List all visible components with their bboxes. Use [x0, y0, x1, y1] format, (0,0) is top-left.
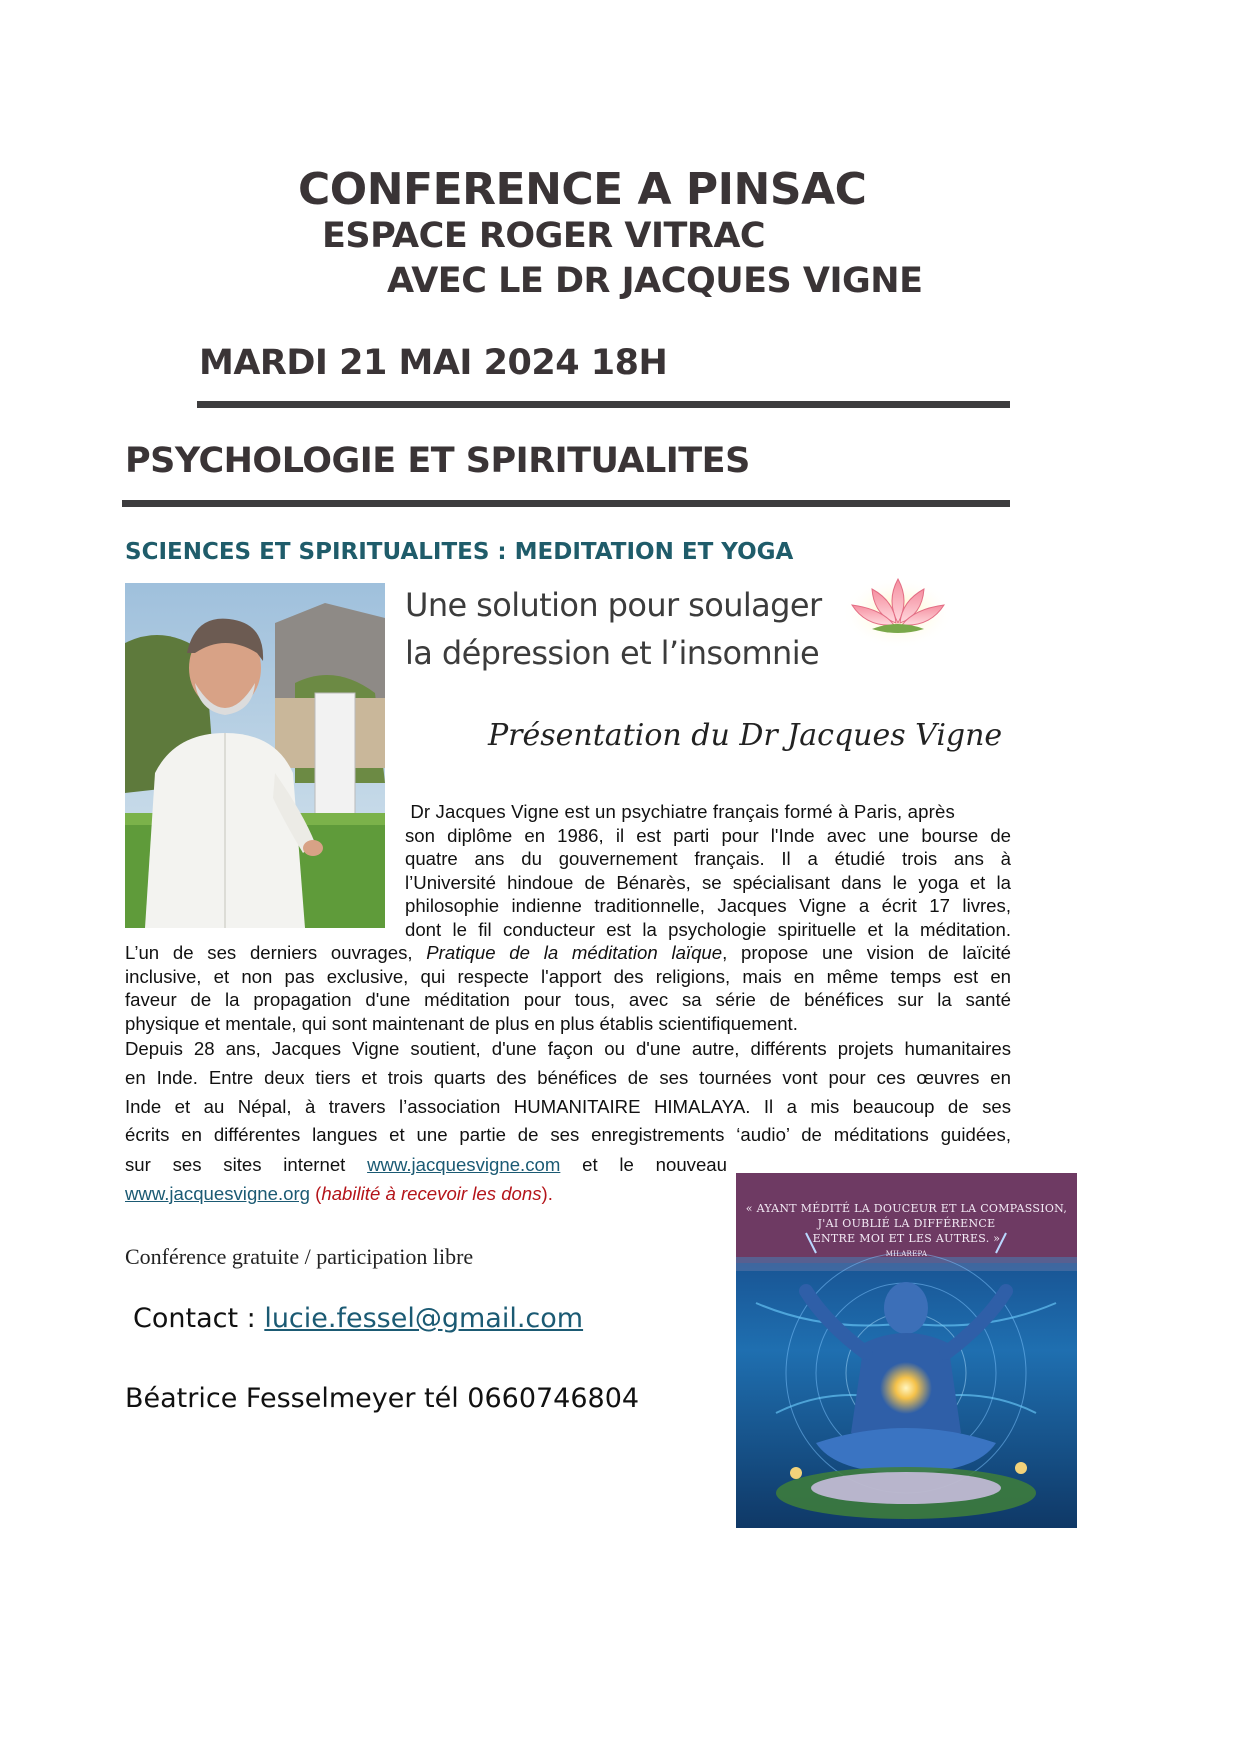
bio-line: inclusive, et non pas exclusive, qui respecte l'apport des religions, mais en même temps est en — [125, 965, 1011, 987]
sites-line-2 — [125, 1180, 553, 1208]
free-entry: Conférence gratuite / participation libre — [125, 1244, 474, 1269]
note-close: ). — [541, 1183, 553, 1204]
lead-line-2: la dépression et l’insomnie — [405, 634, 820, 672]
lead-line-1: Une solution pour soulager — [405, 586, 822, 624]
bio-full-width — [125, 941, 1011, 1035]
site-link-com[interactable]: www.jacquesvigne.com — [367, 1154, 561, 1175]
bio-humanitarian — [125, 1035, 1011, 1150]
divider-bottom — [122, 500, 1010, 507]
sites-line — [125, 1151, 727, 1179]
note-open: ( — [310, 1183, 322, 1204]
lead-text — [405, 581, 822, 677]
bio-line: écrits en différentes langues et une partie de ses enregistrements ‘audio’ de méditations guidées, — [125, 1124, 1011, 1146]
poster-quote-line-3: ENTRE MOI ET LES AUTRES. » — [812, 1232, 1001, 1245]
contact-email-link[interactable]: lucie.fessel@gmail.com — [264, 1303, 584, 1334]
bio-book-prefix: L’un de ses derniers ouvrages, — [125, 942, 427, 963]
poster-quote-author: MILAREPA — [885, 1250, 928, 1258]
sites-prefix: sur ses sites internet — [125, 1154, 368, 1175]
donation-note: habilité à recevoir les dons — [321, 1183, 542, 1204]
book-title: Pratique de la méditation laïque — [426, 942, 723, 963]
lotus-flower-icon — [842, 571, 954, 649]
bio-line: l’Université hindoue de Bénarès, se spécialisant dans le yoga et la — [405, 871, 1011, 893]
phone-line: Béatrice Fesselmeyer tél 0660746804 — [125, 1383, 640, 1414]
bio-line: dont le fil conducteur est la psychologie spirituelle et la méditation. — [405, 918, 1011, 940]
bio-line: quatre ans du gouvernement français. Il a étudié trois ans à — [405, 848, 1011, 869]
bio-beside-photo — [405, 800, 1011, 941]
poster-quote — [736, 1201, 1077, 1262]
poster-quote-line-2: J'AI OUBLIÉ LA DIFFÉRENCE — [817, 1217, 996, 1230]
subtitle: SCIENCES ET SPIRITUALITES : MEDITATION ET YOGA — [125, 539, 794, 565]
bio-line: physique et mentale, qui sont maintenant de plus en plus établis scientifiquement. — [125, 1012, 798, 1034]
bio-line-book — [125, 941, 1011, 965]
contact-label: Contact : — [133, 1303, 265, 1334]
bio-line: Depuis 28 ans, Jacques Vigne soutient, d'une façon ou d'une autre, différents projets humanitaires — [125, 1038, 1011, 1059]
bio-line: Dr Jacques Vigne est un psychiatre français formé à Paris, après — [405, 801, 955, 822]
meditation-poster — [736, 1173, 1077, 1528]
bio-book-suffix: , propose une vision de laïcité — [722, 942, 1011, 963]
event-date: MARDI 21 MAI 2024 18H — [199, 343, 668, 383]
site-link-org[interactable]: www.jacquesvigne.org — [125, 1183, 311, 1204]
sites-middle: et le nouveau — [560, 1154, 727, 1175]
portrait-photo — [125, 583, 385, 928]
contact-line — [133, 1303, 583, 1334]
bio-line: son diplôme en 1986, il est parti pour l'Inde avec une bourse de — [405, 824, 1011, 846]
poster-quote-line-1: « AYANT MÉDITÉ LA DOUCEUR ET LA COMPASSION, — [745, 1202, 1068, 1215]
presentation-title: Présentation du Dr Jacques Vigne — [488, 718, 1003, 753]
bio-line: faveur de la propagation d'une méditation pour tous, avec sa série de bénéfices sur la santé — [125, 989, 1011, 1010]
title-line-1: CONFERENCE A PINSAC — [298, 164, 867, 215]
title-line-2: ESPACE ROGER VITRAC — [322, 216, 766, 256]
divider-top — [197, 401, 1010, 408]
section-title: PSYCHOLOGIE ET SPIRITUALITES — [125, 441, 750, 481]
bio-line: philosophie indienne traditionnelle, Jacques Vigne a écrit 17 livres, — [405, 895, 1011, 916]
bio-line: en Inde. Entre deux tiers et trois quarts des bénéfices de ses tournées vont pour ces œuvres en — [125, 1066, 1011, 1088]
title-line-3: AVEC LE DR JACQUES VIGNE — [387, 261, 923, 301]
bio-line: Inde et au Népal, à travers l’association HUMANITAIRE HIMALAYA. Il a mis beaucoup de ses — [125, 1095, 1011, 1117]
